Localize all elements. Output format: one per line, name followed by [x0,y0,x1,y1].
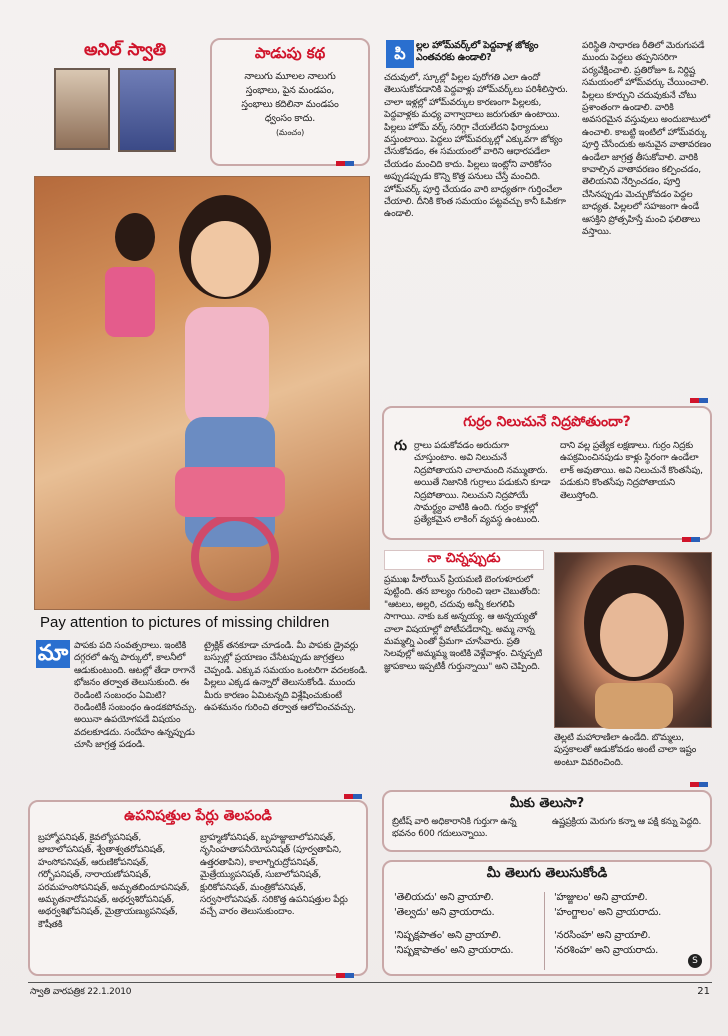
poem-box [210,38,370,166]
gurram-box [382,406,712,540]
article-dropcap: మా [37,641,69,666]
poem-line: స్తంభాలు కదిలినా మండపం [241,99,339,110]
page-number: 21 [697,986,710,997]
poem-line: ధ్వంసం కాదు. [264,113,316,124]
telugu-correct: 'తెలియదు' అని వ్రాయాలి. [394,892,494,903]
flag-marker [690,388,708,393]
flag-marker [336,151,354,156]
footer-publication: స్వాతి వారపత్రిక 22.1.2010 [30,987,132,997]
child-thumbnail-1 [54,68,110,150]
upanishad-title: ఉపనిషత్తుల పేర్లు తెలపండి [124,808,272,824]
meeku-telusa-title: మీకు తెలుసా? [509,796,585,811]
telugu-wrong: 'తెల్వదు' అని వ్రాయరాదు. [394,907,495,918]
article-left-text-2: ట్రైక్లిక్ తనకూడా చూడండి. మీ పాపకు డ్రైవర్లు బస్సుల్లో ప్రయాణం చేసేటప్పుడు జాగ్రత్తలు చెప్పండి. ఎక్కువ సమయం ఒంటరిగా వదలకండి. పిల్లలు ఎక్కడ ఉన్నారో తెలుసుకోండి. ముందు మీరు కారణం ఏమిటన్నది విశ్లేషించుకుంటే ఉపశమనం గురించి తర్వాత ఆలోచించవచ్చు. [204,641,368,714]
upanishad-right: బ్రాహ్మణోపనిషత్, బృహజ్జాబాలోపనిషత్, నృసింహతాపనీయోపనిషత్ (పూర్వతాపిని, ఉత్తరతాపిని), కాలాగ్నిరుద్రోపనిషత్, మైత్రేయ్యుపనిషత్, సుబాలోపనిషత్, క్షురికోపనిషత్, మంత్రికోపనిషత్, సర్వసారోపనిషత్. సరికొత్త ఉపనిషత్తుల పేర్లు వచ్చే వారం తెలుసుకుందాం. [200,833,348,918]
flag-marker [690,772,708,777]
author-name: అనిల్ స్వాతి [83,40,167,60]
telugu-box [382,860,712,976]
telugu-correct: 'నిష్పక్షపాతం' అని వ్రాయాలి. [394,930,502,941]
meeku-telusa-box [382,790,712,852]
photo-illustration [35,177,371,611]
telugu-wrong: 'హంగ్జాలం' అని వ్రాయరాదు. [554,907,662,918]
article-right-text-2: పరిస్థితి సాధారణ రీతిలో మెరుగుపడే ముందు పెద్దలు తప్పనిసరిగా పర్యవేక్షించాలి. ప్రతిరోజూ ఓ నిర్దిష్ట సమయంలో హోమ్‌వర్కు చేయించాలి. పిల్లలు కూర్చుని చదువుకునే చోటు ప్రశాంతంగా ఉండాలి. వారికి అవసరమైన వస్తువులు అందుబాటులో ఉంచాలి. కాబట్టి ఇంటిలో హోమ్‌వర్కు పూర్తి చేసేందుకు అనువైన వాతావరణం ఉండేలా జాగ్రత్త తీసుకోవాలి. వారికి కావాల్సిన వాతావరణం కల్పించడం, తెలియనివి నేర్పించడం, పూర్తి చేసినప్పుడు మెచ్చుకోవడం పెద్దల బాధ్యత. పిల్లలలో సహజంగా ఉండే ఆసక్తిని ప్రోత్సహిస్తే మంచి ఫలితాలు వస్తాయి. [582,41,712,238]
telugu-title: మీ తెలుగు తెలుసుకోండి [486,866,608,881]
telugu-wrong: 'నరశింహ' అని వ్రాయరాదు. [554,945,659,956]
publication-logo-icon: S [688,954,702,968]
poem-line: స్తంభాలు, పైన మండపం, [245,85,335,96]
telugu-row-right [554,890,704,958]
actress-illustration [555,553,713,729]
gurram-dropcap: గు [394,438,408,454]
article-left-text: పాపకు పది సంవత్సరాలు. ఇంటికి దగ్గరలో ఉన్న పార్కులో, కాలనీలో ఆడుకుంటుంది. ఆటల్లో తేడా రాగానే భోజనం తర్వాత తెలుసుకుంది. ఈ రెండింటి సంబంధం ఏమిటి? రెండింటికీ సంబంధం ఉండకపోవచ్చు. అయినా ఉపయోగపడే విషయం వదలకూడదు. సందేహం ఉన్నప్పుడు చూసి జాగ్రత్త పడండి. [74,641,197,751]
telugu-wrong: 'నిష్పక్షాపాతం' అని వ్రాయరాదు. [394,945,514,956]
actress-caption: తెల్లటి మహారాణిలా ఉండేది. బొమ్మలు, పుస్తకాలతో ఆడుకోవడం అంటే చాలా ఇష్టం అంటూ వివరించింది. [554,733,697,768]
actress-photo [554,552,712,728]
telugu-correct: 'నరసింహ' అని వ్రాయాలి. [554,930,651,941]
telugu-row-left [394,890,544,958]
chinnappudu-text: ప్రముఖ హీరోయిన్ ప్రియమణి బెంగుళూరులో పుట్టింది. తన బాల్యం గురించి ఇలా చెబుతోంది: "ఆటలు, అల్లరి, చదువు అన్నీ కలగలిపి సాగాయి. నాకు ఒక అన్నయ్య. ఆ అన్నయ్యతో చాలా విషయాల్లో పోటీపడేదాన్ని. అమ్మ నాన్న మమ్మల్ని ఎంతో ప్రేమగా చూసేవారు. ప్రతి సెలవుల్లో అమ్మమ్మ ఇంటికి వెళ్లేవాళ్లం. చిన్నప్పటి జ్ఞాపకాలు ఇప్పటికీ గుర్తున్నాయి" అని చెప్పింది. [384,575,543,672]
flag-marker [336,963,354,968]
upanishad-left: బ్రహ్మోపనిషత్, కైవల్యోపనిషత్, జాబాలోపనిషత్, శ్వేతాశ్వతరోపనిషత్, హంసోపనిషత్, ఆరుణికోపనిషత్, గర్భోపనిషత్, నారాయణోపనిషత్, పరమహంసోపనిషత్, అమృతబిందూపనిషత్, అమృతనాదోపనిషత్, అథర్వశిరోపనిషత్, అథర్వశిఖోపనిషత్, మైత్రాయణ్యుపనిషత్, కౌషీతకి [38,833,190,930]
poem-line: నాలుగు మూలల నాలుగు [244,71,336,82]
footer-rule [28,982,712,983]
article-title: ల్లల హోమ్‌వర్క్‌లో పెద్దవాళ్ల జోక్యం ఎంతవరకు ఉండాలి? [416,40,539,64]
spacer [394,920,544,928]
meeku-telusa-right: ఉష్ణప్రక్రియ మెరుగు కన్నా ఆ పక్షి కన్ను పెద్దది. [552,817,702,827]
child-thumbnail-2 [118,68,176,152]
poem-answer: (మంచం) [275,128,305,137]
gurram-text-2: దాని వల్ల ప్రత్యేక లక్షణాలు. గుర్రం నిద్రకు ఉపక్రమించినపుడు కాళ్లు స్థిరంగా ఉండేలా లాక్ అవుతాయి. అవి నిలుచునే కొంతసేపు, పడుకుని కొంతసేపు నిద్రపోతాయని తెలుస్తోంది. [560,441,703,501]
poem-title: పాడుపు కథ [254,44,326,62]
upanishad-box [28,800,368,976]
spacer [554,920,704,928]
chinnappudu-title: నా చిన్నప్పుడు [384,550,544,570]
photo-caption: Pay attention to pictures of missing children [40,614,330,631]
divider [544,892,545,970]
flag-marker [344,784,362,789]
girl-bicycle-photo [34,176,370,610]
poem-body [212,70,368,140]
flag-marker [682,527,700,532]
article-right-text: చదువులో, స్కూల్లో పిల్లల పురోగతి ఎలా ఉందో తెలుసుకోవడానికి పెద్దవాళ్లు హోమ్‌వర్క్‌లు పరిశీలిస్తారు. చాలా ఇళ్లల్లో హోమ్‌వర్కుల కారణంగా పిల్లలకు, పెద్దవాళ్లకు మధ్య వాగ్వాదాలు జరుగుతూ ఉంటాయి. పిల్లలు హోమ్ వర్క్ సరిగ్గా చేయలేదని ఫిర్యాదులు వస్తుంటాయి. పెద్దలు హోమ్‌వర్కుల్లో ఎక్కువగా జోక్యం చేసుకోవడం, ఈ సమయంలో వారిని ఆధారపడేలా చేయడం మంచిది కాదు. పిల్లలు ఇంట్లోని వారికోసం అప్పుడప్పుడు కొన్ని కొత్త పనులు చేస్తే మంచిది. హోమ్‌వర్క్ పూర్తి చేయడం వారి బాధ్యతగా గుర్తించేలా చేయాలి. దీనికి కొంత సమయం పట్టవచ్చు కానీ ఓపికగా ఉండాలి. [384,73,568,220]
gurram-title: గుర్రం నిలుచునే నిద్రపోతుందా? [463,414,631,430]
telugu-correct: 'హజ్జులం' అని వ్రాయాలి. [554,892,648,903]
article-dropcap: పి [386,40,414,68]
gurram-text: ర్రాలు పడుకోవడం అరుదుగా చూస్తుంటాం. అవి నిలుచునే నిద్రపోతాయని చాలామంది నమ్ముతారు. అయితే నిజానికి గుర్రాలు పడుకుని కూడా నిద్రపోతాయి. నిలుచుని నిద్రపోయే సామర్థ్యం వాటికి ఉంది. గుర్రం కాళ్లల్లో ప్రత్యేకమైన లాకింగ్ వ్యవస్థ ఉంటుంది. [414,441,551,526]
meeku-telusa-left: బ్రిటీష్ వారి అధికారానికి గుర్తుగా ఉన్న భవనం 600 గదులున్నాయి. [392,817,517,840]
